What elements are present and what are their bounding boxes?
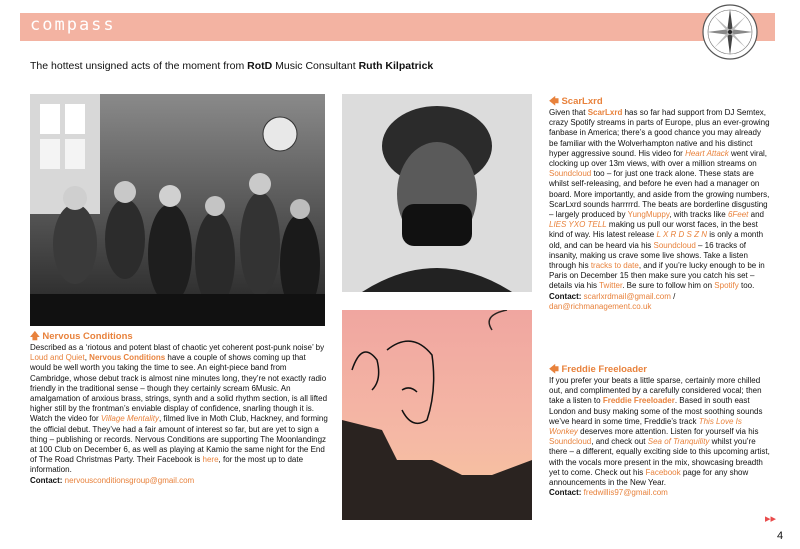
freddie-photo — [342, 310, 532, 520]
body-text: and — [748, 210, 764, 220]
body-text: too. — [738, 281, 755, 291]
body-text: . Be sure to follow him on — [622, 281, 715, 291]
next-page-icon[interactable]: ▸▸ — [765, 513, 777, 525]
nervous-conditions-contact — [30, 476, 328, 486]
body-text: , filmed live in Moth Club, Hackney, and forming the official debut. They’ve had a fair amount of interest so far, but are yet to sign a thing – publishing or records. Nervous Conditions are supporting The Moonlandingz at 100 Club on December 6, as well as playing at Kamio the same night for the End of The Road Christmas Party. Their Facebook is — [30, 414, 328, 465]
link-6feet[interactable]: 6Feet — [727, 210, 749, 220]
contact-label: Contact: — [30, 475, 63, 485]
subtitle-text: The hottest unsigned acts of the moment from — [30, 60, 248, 72]
nervous-conditions-heading: 🡅 Nervous Conditions — [30, 331, 133, 342]
body-text: . Based in south east London and busy making some of the most soothing sounds we’ve heard in some time, Freddie’s track — [549, 396, 763, 426]
body-text: is only a month old, and can be heard via his — [549, 230, 764, 250]
subtitle — [30, 60, 433, 72]
body-text: , for the most up to date information. — [30, 455, 304, 475]
link-scarlxrd[interactable]: ScarLxrd — [587, 108, 623, 117]
body-text: Described as a ‘riotous and potent blast of chaotic yet coherent post-punk noise’ by — [30, 343, 325, 352]
body-text: went viral, clocking up over 13m views, with over a million streams on — [549, 148, 768, 169]
body-text: , and if you’re lucky enough to be in Paris on December 15 then make sure you catch his set – details via his — [549, 261, 765, 291]
body-text: – 16 tracks of insanity, making us crave some live shows. Take a listen through his — [549, 240, 748, 271]
freddie-contact — [549, 488, 771, 498]
contact-email[interactable]: fredwillis97@gmail.com — [581, 488, 668, 498]
link-soundcloud[interactable]: Soundcloud — [653, 240, 696, 250]
scarlxrd-article — [549, 96, 771, 312]
contact-label: Contact: — [549, 488, 582, 498]
compass-icon — [701, 3, 759, 61]
body-text: page for any show announcements in the New Year. — [549, 467, 749, 488]
link-twitter[interactable]: Twitter — [599, 281, 623, 291]
link-heart-attack[interactable]: Heart Attack — [685, 148, 729, 158]
contact-email[interactable]: nervousconditionsgroup@gmail.com — [62, 475, 195, 485]
link-village-mentality[interactable]: Village Mentality — [100, 414, 159, 424]
body-text: has so far had support from DJ Semtex, crazy Spotify streams in parts of Europe, plus an ever-growing fanbase in America; there’s a good chance you may already be familiar with the Wolverhampton native and his distinct hyper aggressive sound. His video for — [549, 108, 770, 158]
page-number: 4 — [777, 530, 784, 542]
body-text: , and check out — [591, 437, 648, 447]
body-text: deserves more attention. Listen for yourself via his — [577, 427, 759, 437]
body-text: have a couple of shows coming up that would be well worth you taking the time to see. An eight-piece band from Cambridge, whose debut track is almost nine minutes long, they’re not exactly radio friendly in the traditional sense – though they certainly scream 6Music. An amalgamation of anxious brass, strings, synth and a solid rhythm section, is all lifted higher still by the frontman’s enviable display of confidence, snarling though it is. Watch the video for — [30, 353, 328, 424]
section-title: compass — [30, 15, 116, 35]
link-sea-of-tranquility[interactable]: Sea of Tranquility — [647, 437, 710, 447]
link-lies-yxo-tell[interactable]: LIES YXO TELL — [549, 220, 607, 230]
scarlxrd-contact — [549, 292, 771, 312]
subtitle-author: Ruth Kilpatrick — [358, 60, 434, 72]
body-text: too – for just one track alone. These stats are whilst self-releasing, and before he even had a manager on board. More importantly, and aside from the growing numbers, ScarLxrd sounds harrrrrd. The beats are borderline disgusting – largely produced by — [549, 169, 770, 220]
freddie-body — [549, 376, 771, 488]
link-facebook[interactable]: Facebook — [645, 467, 681, 477]
link-loud-and-quiet[interactable]: Loud and Quiet — [30, 353, 85, 363]
link-soundcloud[interactable]: Soundcloud — [549, 437, 592, 447]
link-facebook-here[interactable]: here — [202, 455, 219, 465]
link-nervous-conditions[interactable]: Nervous Conditions — [89, 353, 166, 363]
nervous-conditions-article — [30, 331, 328, 486]
subtitle-text: Music Consultant — [272, 60, 359, 72]
scarlxrd-body — [549, 108, 771, 292]
freddie-article — [549, 364, 771, 498]
freddie-heading: 🡄 Freddie Freeloader — [549, 364, 647, 375]
body-text: making us pull our worst faces, in the best kind of way. His latest release — [549, 220, 758, 240]
contact-email[interactable]: scarlxrdmail@gmail.com — [581, 291, 671, 301]
body-text: whilst you’re there – a different, equally exciting side to this upcoming artist, with the vocals more present in the mix, showcasing breadth yet to come. Check out his — [549, 437, 770, 477]
header-bar — [20, 13, 775, 41]
body-text: If you prefer your beats a little sparse, certainly more chilled out, and complimented by a carefully considered vocal; then take a listen to — [549, 376, 762, 406]
link-spotify[interactable]: Spotify — [714, 281, 739, 291]
link-freddie-freeloader[interactable]: Freddie Freeloader — [602, 396, 675, 406]
body-text: , with tracks like — [669, 210, 728, 220]
band-photo — [30, 94, 325, 326]
contact-separator: / — [670, 291, 676, 301]
body-text: , — [84, 353, 90, 363]
body-text: Given that — [549, 108, 588, 117]
nervous-conditions-body — [30, 343, 328, 476]
link-tracks-to-date[interactable]: tracks to date — [590, 261, 639, 271]
contact-email[interactable]: dan@richmanagement.co.uk — [549, 301, 652, 311]
contact-label: Contact: — [549, 291, 582, 301]
link-soundcloud[interactable]: Soundcloud — [549, 169, 592, 179]
link-yungmuppy[interactable]: YungMuppy — [627, 210, 670, 220]
subtitle-brand: RotD — [247, 60, 273, 72]
link-this-love-is-wonkey[interactable]: This Love Is Wonkey — [549, 416, 742, 437]
scarlxrd-heading: 🡄 ScarLxrd — [549, 96, 603, 107]
link-lxrd-dszn[interactable]: L X R D S Z N — [656, 230, 707, 240]
scarlxrd-photo — [342, 94, 532, 292]
